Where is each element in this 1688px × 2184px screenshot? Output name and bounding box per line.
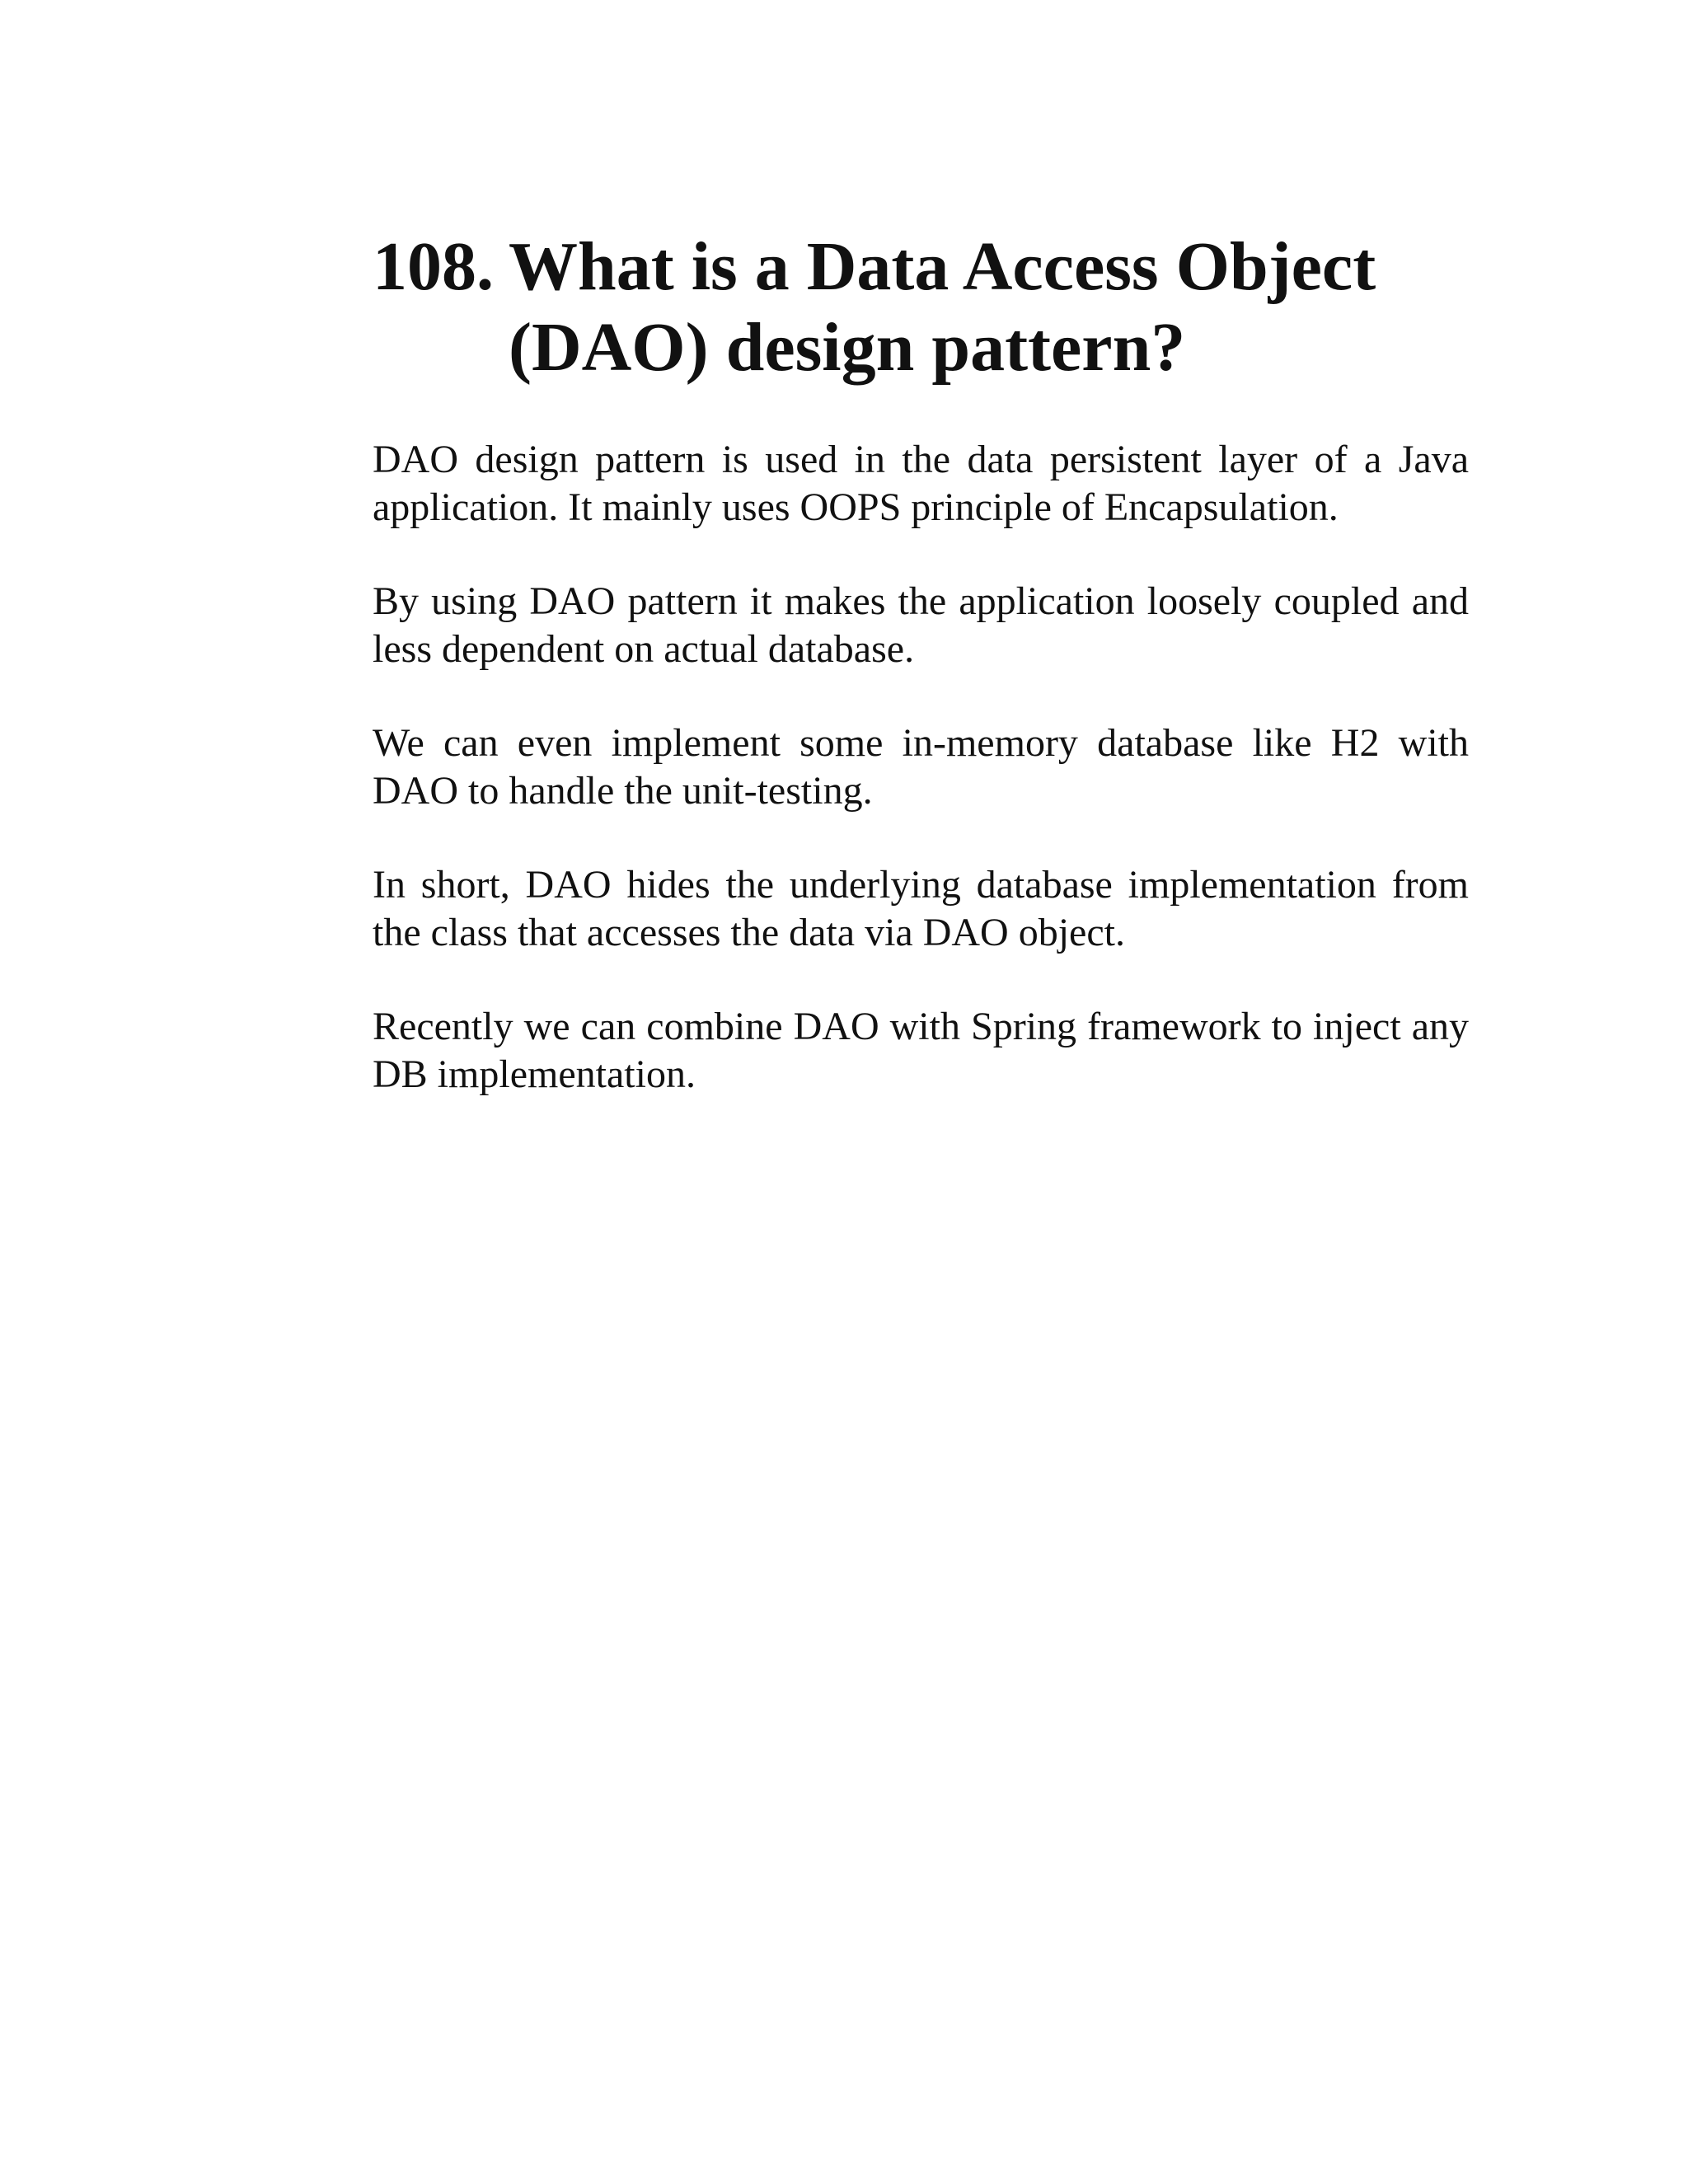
question-heading (373, 227, 1469, 388)
question-title: What is a Data Access Object (DAO) design pattern? (509, 228, 1376, 386)
paragraph: By using DAO pattern it makes the application loosely coupled and less dependent on actual database. (373, 579, 1469, 671)
paragraph: We can even implement some in-memory database like H2 with DAO to handle the unit-testing. (373, 721, 1469, 813)
paragraph: Recently we can combine DAO with Spring framework to inject any DB implementation. (373, 1005, 1469, 1096)
paragraph: In short, DAO hides the underlying database implementation from the class that accesses the data via DAO object. (373, 863, 1469, 954)
question-number: 108. (373, 228, 494, 305)
paragraph: DAO design pattern is used in the data persistent layer of a Java application. It mainly uses OOPS principle of Encapsulation. (373, 438, 1469, 529)
page-content (373, 227, 1469, 1145)
